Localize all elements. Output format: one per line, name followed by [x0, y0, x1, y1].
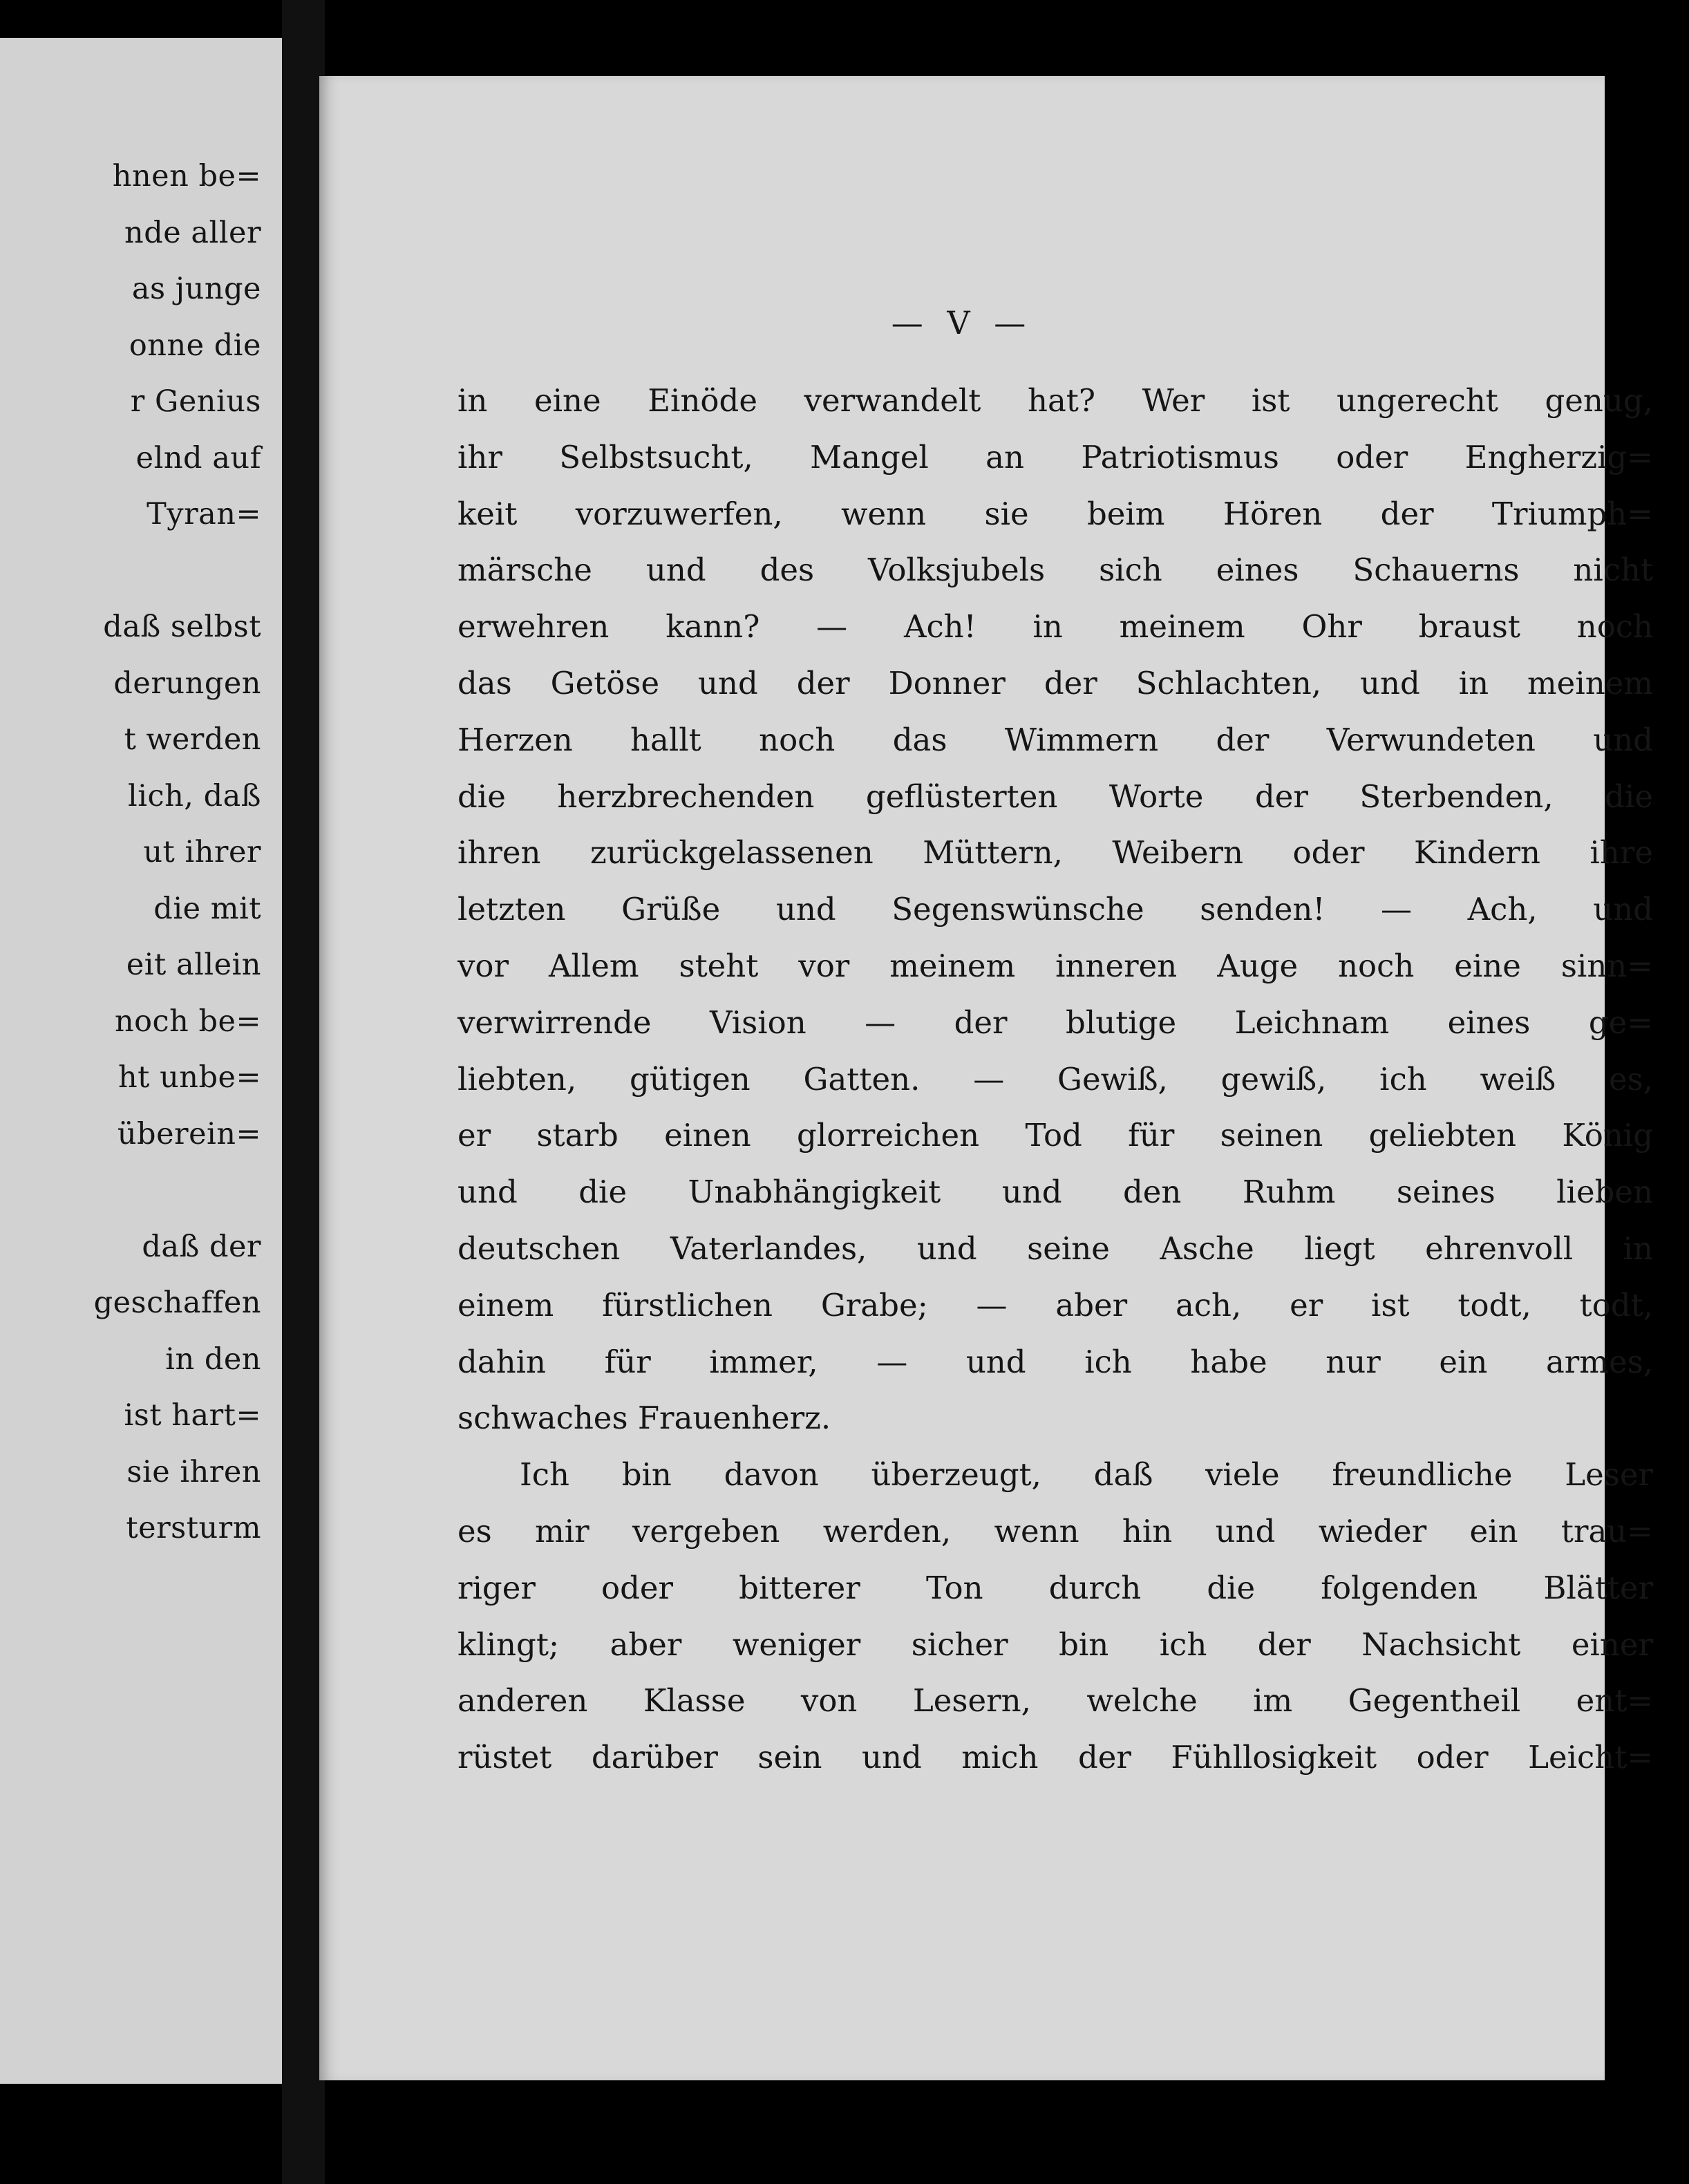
- text-line: märsche und des Volksjubels sich eines Schauerns nicht: [457, 552, 1653, 589]
- left-page-line: daß der: [142, 1229, 261, 1264]
- text-line: vor Allem steht vor meinem inneren Auge noch eine sinn=: [457, 948, 1653, 984]
- text-line: er starb einen glorreichen Tod für seinen geliebten König: [457, 1117, 1653, 1154]
- left-page-line: sie ihren: [126, 1454, 261, 1489]
- left-page-line: derungen: [113, 666, 261, 701]
- text-line: schwaches Frauenherz.: [457, 1400, 831, 1437]
- left-page-line: as junge: [131, 272, 261, 306]
- left-page-line: onne die: [129, 328, 261, 363]
- left-page-line: nde aller: [124, 215, 261, 250]
- text-line: Herzen hallt noch das Wimmern der Verwundeten und: [457, 721, 1653, 758]
- left-page-line: überein=: [117, 1116, 261, 1151]
- text-line: verwirrende Vision — der blutige Leichnam eines ge=: [457, 1004, 1653, 1041]
- left-facing-page: [0, 38, 282, 2084]
- text-line: liebten, gütigen Gatten. — Gewiß, gewiß, ich weiß es,: [457, 1060, 1653, 1098]
- text-line: dahin für immer, — und ich habe nur ein armes,: [457, 1343, 1653, 1380]
- left-page-line: eit allein: [126, 948, 261, 982]
- text-line: anderen Klasse von Lesern, welche im Gegentheil ent=: [457, 1682, 1653, 1720]
- left-page-line: ist hart=: [124, 1398, 261, 1433]
- text-line: es mir vergeben werden, wenn hin und wieder ein trau=: [457, 1513, 1653, 1550]
- left-page-line: die mit: [153, 891, 261, 926]
- left-page-line: lich, daß: [127, 778, 261, 813]
- left-page-line: Tyran=: [147, 497, 261, 531]
- left-page-line: in den: [165, 1342, 261, 1377]
- text-line: klingt; aber weniger sicher bin ich der Nachsicht einer: [457, 1626, 1653, 1663]
- text-line: einem fürstlichen Grabe; — aber ach, er ist todt, todt,: [457, 1286, 1653, 1324]
- text-line: Ich bin davon überzeugt, daß viele freundliche Leser: [520, 1456, 1653, 1494]
- left-page-line: r Genius: [130, 384, 261, 419]
- page-number: — V —: [891, 304, 1033, 341]
- left-page-line: geschaffen: [93, 1286, 261, 1320]
- text-line: die herzbrechenden geflüsterten Worte der Sterbenden, die: [457, 778, 1653, 815]
- left-page-line: tersturm: [126, 1511, 261, 1545]
- text-line: deutschen Vaterlandes, und seine Asche liegt ehrenvoll in: [457, 1230, 1653, 1267]
- text-line: riger oder bitterer Ton durch die folgenden Blätter: [457, 1569, 1653, 1606]
- left-page-line: hnen be=: [112, 159, 261, 194]
- text-line: und die Unabhängigkeit und den Ruhm seines lieben: [457, 1174, 1653, 1211]
- text-line: erwehren kann? — Ach! in meinem Ohr braust noch: [457, 608, 1653, 646]
- left-page-line: ut ihrer: [143, 835, 261, 869]
- left-page-line: t werden: [124, 722, 261, 757]
- text-line: rüstet darüber sein und mich der Fühllosigkeit oder Leicht=: [457, 1739, 1653, 1776]
- text-line: ihren zurückgelassenen Müttern, Weibern oder Kindern ihre: [457, 834, 1653, 872]
- book-gutter: [282, 0, 325, 2184]
- left-page-line: ht unbe=: [117, 1060, 261, 1095]
- left-page-line: daß selbst: [103, 610, 261, 644]
- text-line: das Getöse und der Donner der Schlachten, und in meinem: [457, 665, 1653, 702]
- text-line: ihr Selbstsucht, Mangel an Patriotismus oder Engherzig=: [457, 438, 1653, 476]
- text-line: in eine Einöde verwandelt hat? Wer ist ungerecht genug,: [457, 382, 1653, 419]
- text-line: letzten Grüße und Segenswünsche senden! — Ach, und: [457, 891, 1653, 928]
- text-line: keit vorzuwerfen, wenn sie beim Hören der Triumph=: [457, 495, 1653, 532]
- left-page-line: noch be=: [114, 1004, 261, 1039]
- right-page: [319, 76, 1653, 2080]
- left-page-line: elnd auf: [135, 440, 261, 476]
